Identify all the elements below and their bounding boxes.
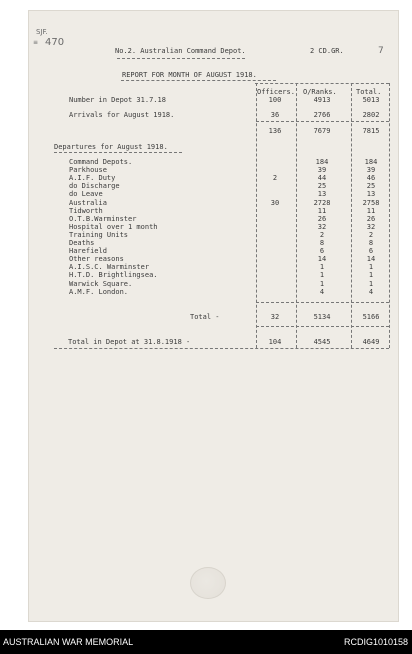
col-rule-1 [256,83,257,348]
departure-label: H.T.D. Brightlingsea. [69,271,158,280]
departure-label: Warwick Square. [69,279,133,288]
ranks-value: 2766 [313,111,331,119]
total-label: Total - [190,313,220,321]
departure-total: 8 [368,239,374,247]
col-header-total: Total. [356,88,382,96]
departure-ranks: 39 [317,166,327,175]
stamp-prefix: ≡ [33,39,39,46]
unit-title: No.2. Australian Command Depot. [115,47,246,55]
departure-total: 11 [366,206,376,215]
departure-label: A.M.F. London. [69,287,129,296]
footer-record-id: RCDIG1010158 [343,637,408,647]
subtotal-officers: 136 [268,127,282,135]
departure-ranks: 4 [319,287,325,296]
departure-total: 14 [366,255,376,264]
total-officers: 32 [270,313,280,321]
departure-label: O.T.B.Warminster [69,214,137,223]
departure-total: 32 [366,222,376,231]
unit-underline [117,58,245,59]
departure-officers: 30 [270,198,280,207]
departure-ranks: 13 [317,190,327,199]
departure-label: do Discharge [69,182,120,191]
closing-top-rule [256,326,389,327]
total-ranks: 5134 [313,313,331,321]
departure-total: 1 [368,263,374,272]
departure-label: A.I.S.C. Warminster [69,263,150,272]
departure-total: 2758 [362,198,380,207]
departure-total: 1 [368,279,374,288]
departure-ranks: 44 [317,174,327,183]
departure-total: 26 [366,214,376,223]
departure-ranks: 14 [317,255,327,264]
col-rule-3 [351,83,352,348]
departure-label: Australia [69,198,107,207]
subtotal-rule [256,121,389,122]
departures-heading: Departures for August 1918. [54,143,168,151]
row-label: Number in Depot 31.7.18 [69,96,166,104]
closing-officers: 104 [268,338,282,346]
departure-officers: 2 [272,174,278,183]
departure-label: Other reasons [69,255,124,264]
departure-ranks: 2728 [313,198,331,207]
departure-total: 2 [368,230,374,239]
departure-ranks: 184 [315,158,329,166]
subtotal-total: 7815 [362,127,380,135]
col-header-ranks: O/Ranks. [303,88,337,96]
departure-label: Deaths [69,239,95,247]
stamp-ref: SJF. [36,28,48,36]
departure-label: A.I.F. Duty [69,174,116,183]
embossed-seal [190,567,226,599]
departures-underline [54,152,182,153]
report-title: REPORT FOR MONTH OF AUGUST 1918. [122,71,257,79]
departure-total: 39 [366,166,376,175]
departure-label: Training Units [69,230,129,239]
departure-label: Parkhouse [69,166,107,175]
row-label: Arrivals for August 1918. [69,111,175,119]
closing-ranks: 4545 [313,338,331,346]
departure-ranks: 32 [317,222,327,231]
departure-total: 4 [368,287,374,296]
departure-label: Command Depots. [69,158,133,166]
departure-label: Hospital over 1 month [69,222,158,231]
archive-footer [0,630,412,654]
departure-label: do Leave [69,190,103,199]
total-value: 2802 [362,111,380,119]
table-top-rule [255,83,389,84]
col-rule-2 [296,83,297,348]
departure-total: 6 [368,247,374,256]
departure-ranks: 1 [319,263,325,272]
col-rule-4 [389,83,390,348]
closing-label: Total in Depot at 31.8.1918 - [68,338,191,346]
closing-bottom-rule [54,348,389,349]
col-header-officers: Officers. [257,88,295,96]
officers-value: 100 [268,96,282,104]
departure-total: 46 [366,174,376,183]
title-underline [121,80,276,81]
closing-total: 4649 [362,338,380,346]
departure-ranks: 26 [317,214,327,223]
departure-ranks: 1 [319,271,325,280]
total-value: 5013 [362,96,380,104]
departure-ranks: 1 [319,279,325,288]
file-ref: 2 CD.GR. [310,47,344,55]
subtotal-ranks: 7679 [313,127,331,135]
footer-institution: AUSTRALIAN WAR MEMORIAL [3,637,134,647]
folio-number: 470 [45,37,65,48]
departure-label: Harefield [69,247,107,256]
departure-ranks: 8 [319,239,325,247]
officers-value: 36 [270,111,280,119]
departure-ranks: 6 [319,247,325,256]
departure-ranks: 2 [319,230,325,239]
departure-total: 25 [366,182,376,191]
departure-ranks: 11 [317,206,327,215]
departure-total: 13 [366,190,376,199]
departure-total: 1 [368,271,374,280]
total-rule [256,302,389,303]
ranks-value: 4913 [313,96,331,104]
departure-total: 184 [364,158,378,166]
departure-label: Tidworth [69,206,103,215]
departure-ranks: 25 [317,182,327,191]
total-total: 5166 [362,313,380,321]
page-mark: 7 [378,46,384,56]
